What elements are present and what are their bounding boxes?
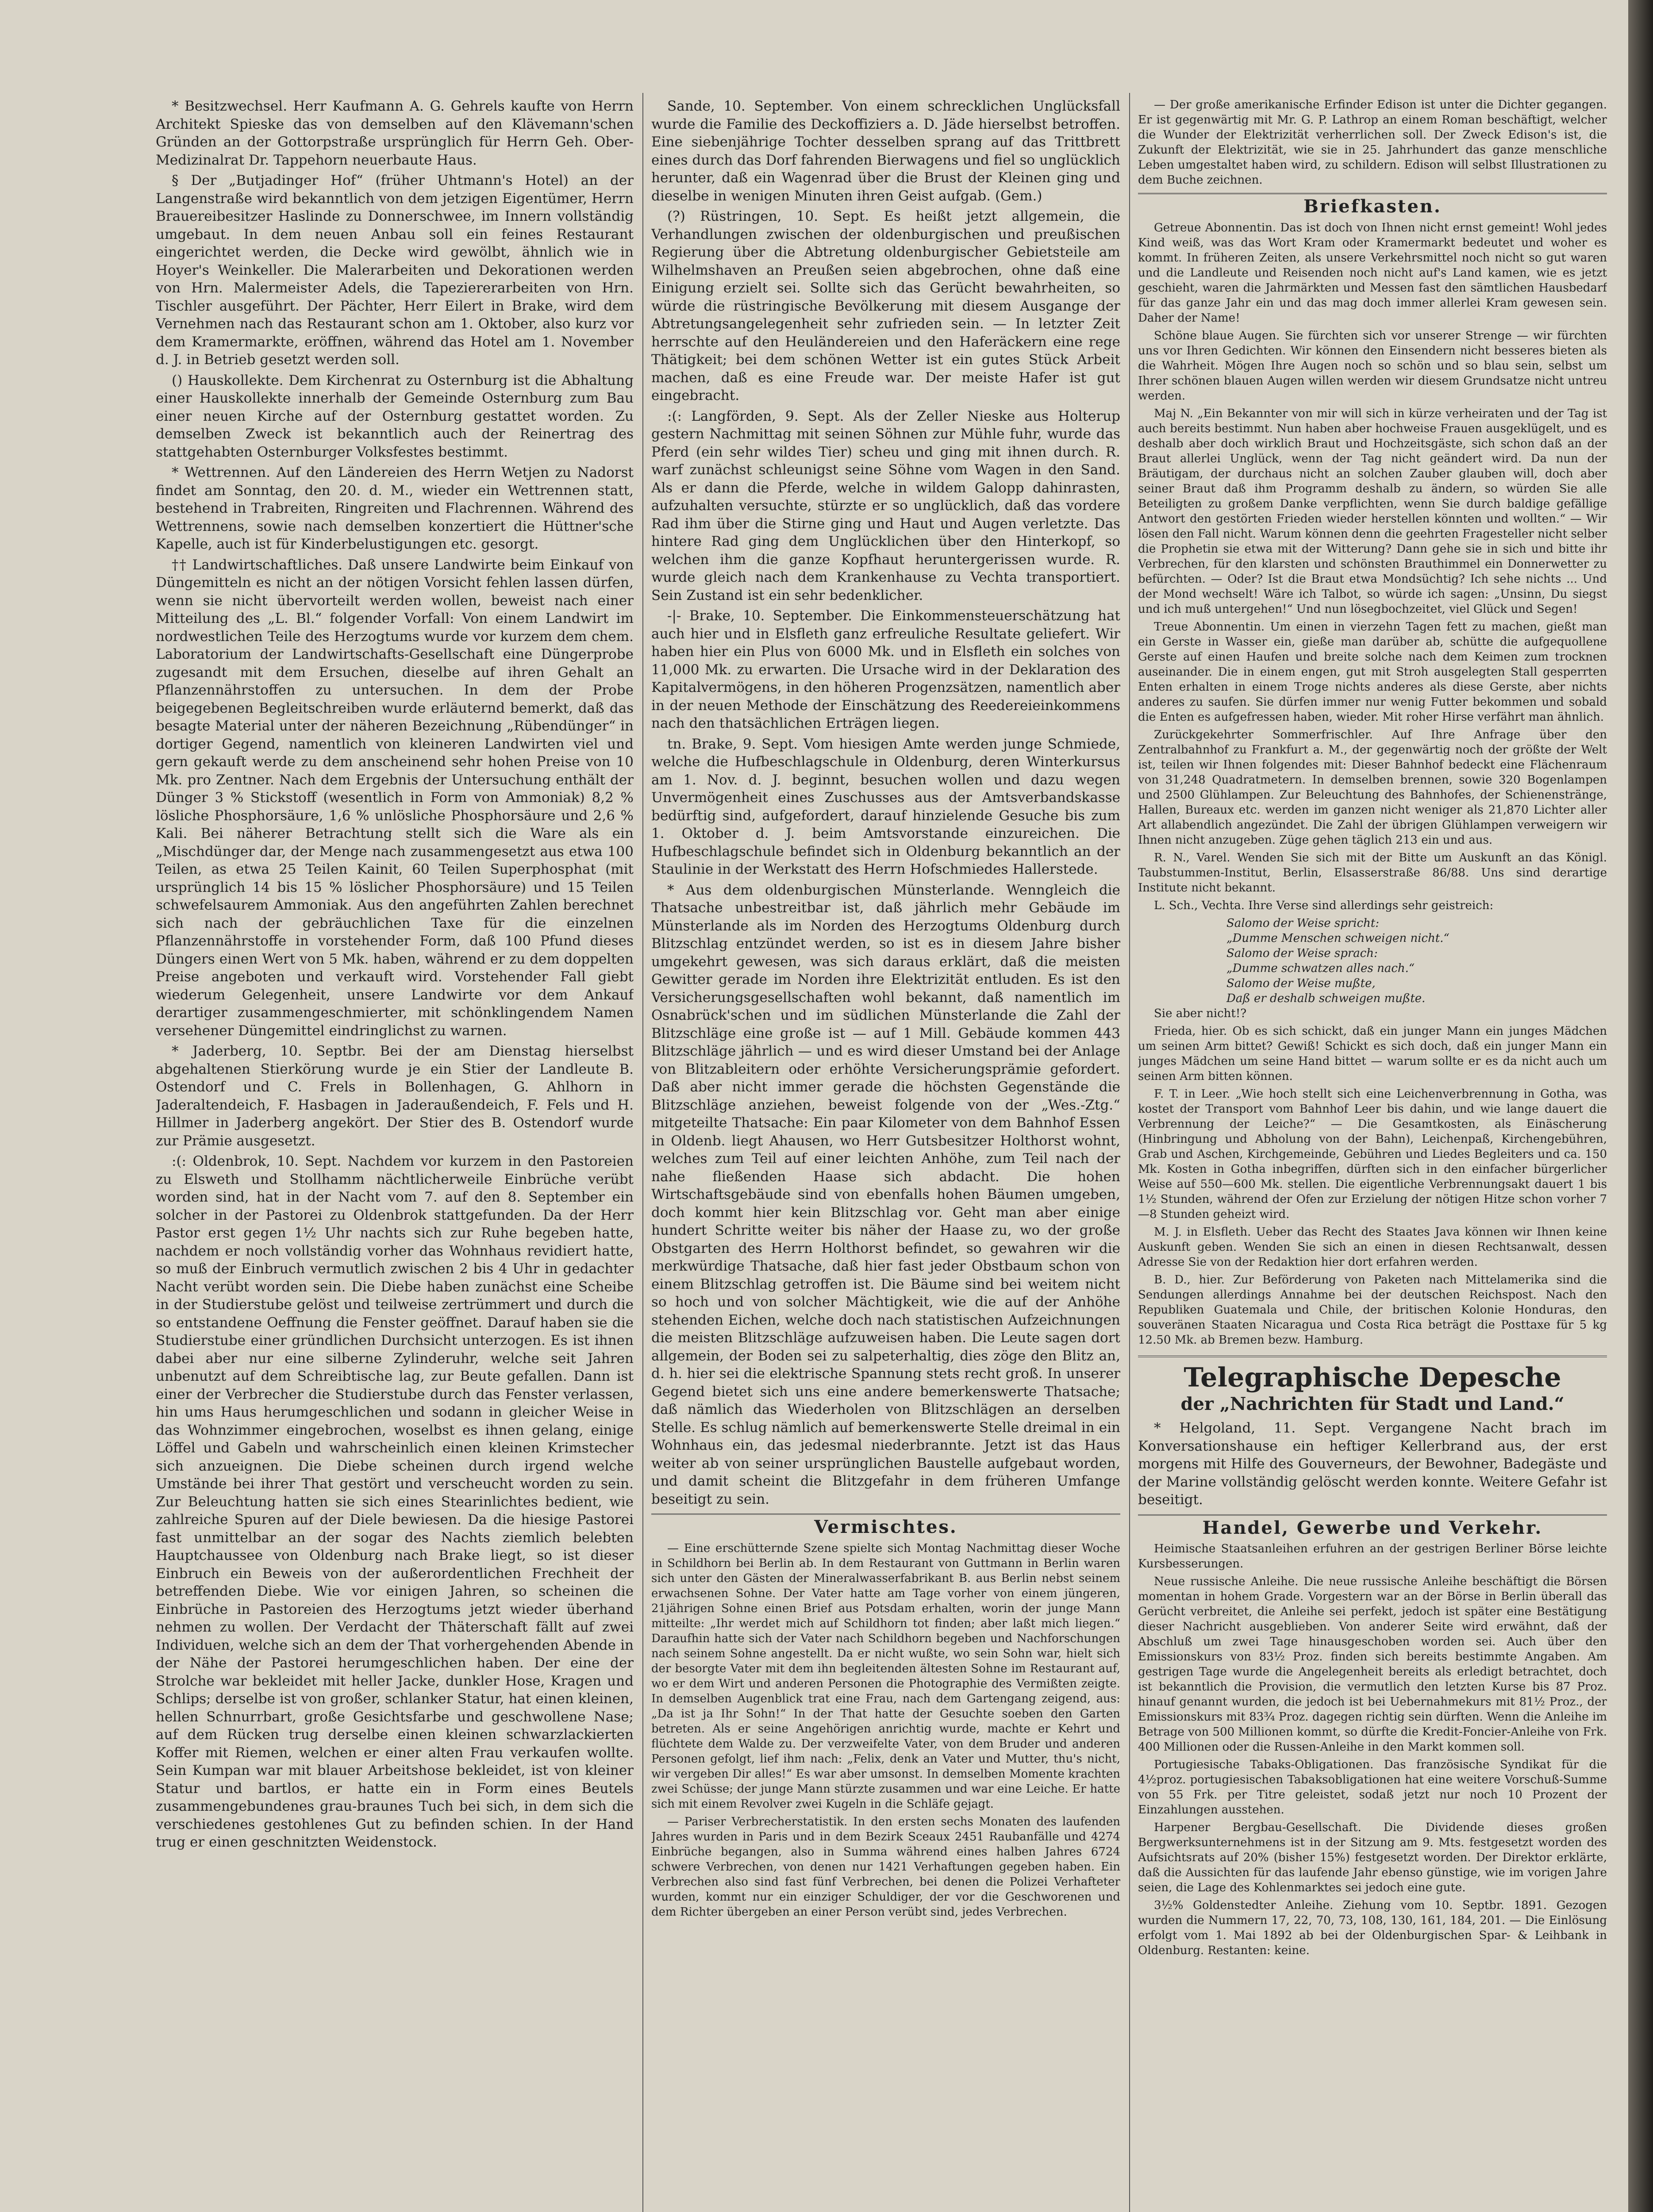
verse-line: „Dumme Menschen schweigen nicht.“ <box>1226 931 1449 945</box>
section-subheading: der „Nachrichten für Stadt und Land.“ <box>1180 1393 1565 1414</box>
section-heading-telegraphische-depesche: Telegraphische Depesche <box>1138 1356 1607 1394</box>
verse-line: Salomo der Weise sprach: <box>1226 946 1378 960</box>
letter-leer: F. T. in Leer. „Wie hoch stellt sich eine Leichenverbrennung in Gotha, was kostet der Transport vom Bahnhof Leer bis dahin, und wie lange dauert die Verbrennung der Leiche?“ — Die Gesamtkosten, als Einäscherung (Hinbringung und Abholung von der Bahn), Leichenpaß, Kirchengebühren, Grab und Aschen, Kirchgemeinde, Gebühren und Liedes Begleiters und ca. 150 Mk. Kosten in Gotha inbegriffen, dürften sich in den einfacher bürgerlicher Weise auf 550—600 Mk. stellen. Die eigentliche Verbrennungsakt dauert 1 bis 1½ Stunden, während der Ofen zur Erzielung der nötigen Hitze schon vorher 7—8 Stunden geheizt wird. <box>1138 1087 1607 1221</box>
article-brake-schmiede: tn. Brake, 9. Sept. Vom hiesigen Amte werden junge Schmiede, welche die Hufbeschlagschule in Oldenburg, deren Winterkursus am 1. Nov. d. J. beginnt, besuchen wollen und dazu wegen Unvermögenheit eines Zuschusses aus der Amtsverbandskasse bedürftig sind, aufgefordert, darauf hinzielende Gesuche bis zum 1. Oktober d. J. beim Amtsvorstande einzureichen. Die Hufbeschlagschule befindet sich in Oldenburg bekanntlich an der Staulinie in der Werkstatt des Herrn Hofschmiedes Hallerstede. <box>651 736 1120 877</box>
article-landwirtschaftliches: †† Landwirtschaftliches. Daß unsere Landwirte beim Einkauf von Düngemitteln es nicht an der nötigen Vorsicht fehlen lassen dürfen, wenn sie nicht übervorteilt werden wollen, beweist nach einer Mitteilung des „L. Bl.“ folgender Vorfall: Von einem Landwirt im nordwestlichen Teile des Herzogtums wurde vor kurzem dem chem. Laboratorium der Landwirtschafts-Gesellschaft eine Düngerprobe zugesandt mit dem Ersuchen, dieselbe auf ihren Gehalt an Pflanzennährstoffen zu untersuchen. In dem der Probe beigegebenen Begleitschreiben wurde erläuternd bemerkt, daß das besagte Material unter der näheren Bezeichnung „Rübendünger“ in dortiger Gegend, namentlich von kleineren Landwirten viel und gern gekauft werde zu dem anscheinend sehr hohen Preise von 10 Mk. pro Zentner. Nach dem Ergebnis der Untersuchung enthält der Dünger 3 % Stickstoff (wesentlich in Form von Ammoniak) 8,2 % lösliche Phosphorsäure, 1,6 % unlösliche Phosphorsäure und 2,6 % Kali. Bei näherer Betrachtung stellt sich die Ware als ein „Mischdünger dar, der Menge nach zusammengesetzt aus etwa 100 Teilen, as etwa 25 Teilen Kainit, 60 Teilen Superphosphat (mit ursprünglich 14 bis 15 % löslicher Phosphorsäure) und 15 Teilen schwefelsaurem Ammoniak. Aus den angeführten Zahlen berechnet sich nach der gebräuchlichen Taxe für die einzelnen Pflanzennährstoffe in vorstehender Form, daß 100 Pfund dieses Düngers einen Wert von 5 Mk. haben, während er zu dem doppelten Preise angeboten und verkauft wird. Vorstehender Fall giebt wiederum Gelegenheit, unsere Landwirte vor dem Ankauf derartiger zusammengeschmierter, mit schönklingendem Namen versehener Düngemittel eindringlichst zu warnen. <box>156 557 634 1039</box>
book-spine-edge <box>1628 0 1653 2212</box>
article-langfoerden: :(: Langförden, 9. Sept. Als der Zeller Nieske aus Holterup gestern Nachmittag mit seinen Söhnen zur Mühle fuhr, wurde das Pferd (ein sehr wildes Tier) scheu und ging mit ihnen durch. R. warf zunächst schleunigst seine Söhne vom Wagen in den Sand. Als er dann die Pferde, welche in wildem Galopp dahinrasten, aufzuhalten versuchte, stürzte er so unglücklich, daß das vordere Rad ihm über die Stirne ging und Haut und Augen verletzte. Das hintere Rad ging dem Unglücklichen über den Hinterkopf, so welchen ihm die ganze Kopfhaut heruntergerissen wurde. R. wurde gleich nach dem Krankenhause zu Vechta transportiert. Sein Zustand ist ein sehr bedenklicher. <box>651 408 1120 603</box>
section-heading-briefkasten: Briefkasten. <box>1138 193 1607 216</box>
verse-line: Salomo der Weise mußte, <box>1226 976 1376 990</box>
letter-getreue-abonnentin: Getreue Abonnentin. Das ist doch von Ihnen nicht ernst gemeint! Wohl jedes Kind weiß, was das Wort Kram oder Kramermarkt bedeutet und woher es kommt. In früheren Zeiten, als unsere Verkehrsmittel noch nicht so gut waren und die Landleute und Reisenden noch nicht auf's Land kamen, wie es jetzt geschieht, waren die Jahrmärkten und Messen fast den sämtlichen Hausbedarf für das ganze Jahr ein und das mag doch immer allerlei Kram gewesen sein. Daher der Name! <box>1138 221 1607 325</box>
article-russische-anleihe: Neue russische Anleihe. Die neue russische Anleihe beschäftigt die Börsen momentan in hohem Grade. Vorgestern war an der Börse in Berlin überall das Gerücht verbreitet, die Anleihe sei perfekt, jedoch ist später eine Bestätigung dieser Nachricht ausgeblieben. Von anderer Seite wird erwähnt, daß der Abschluß um zwei Tage hinausgeschoben worden sei. Auch über den Emissionskurs von 83½ Proz. finden sich bereits bestimmte Angaben. Am gestrigen Tage wurde die Angelegenheit bereits als erledigt betrachtet, doch ist bekanntlich die Provision, die vermutlich den letzten Kurse bis 87 Proz. hinauf genannt wurden, die jedoch ist bei Uebernahmekurs mit 81½ Proz., der Emissionskurs mit 83¾ Proz. dagegen richtig sein dürften. Wenn die Anleihe im Betrage von 500 Millionen kommt, so dürfte die Kredit-Foncier-Anleihe von Frk. 400 Millionen oder die Russen-Anleihe in den Markt kommen soll. <box>1138 1575 1607 1754</box>
column-divider <box>1129 93 1130 2212</box>
section-heading-vermischtes: Vermischtes. <box>651 1513 1120 1536</box>
verse-line: Salomo der Weise spricht: <box>1226 916 1380 930</box>
article-oldenbrok: :(: Oldenbrok, 10. Sept. Nachdem vor kurzem in den Pastoreien zu Elsweth und Stollhamm nächtlicherweile Einbrüche verübt worden sind, hat in der Nacht vom 7. auf den 8. September ein solcher in der Pastorei zu Oldenbrok stattgefunden. Da der Herr Pastor erst gegen 1½ Uhr nachts sich zur Ruhe begeben hatte, nachdem er noch vollständig vorher das Wohnhaus revidiert hatte, so muß der Einbruch vermutlich zwischen 2 bis 4 Uhr in gedachter Nacht verübt worden sein. Die Diebe haben zunächst eine Scheibe in der Studierstube gelöst und teilweise zertrümmert und durch die so entstandene Oeffnung die Fenster geöffnet. Darauf haben sie die Studierstube einer gründlichen Durchsicht unterzogen. Es ist ihnen dabei aber nur eine silberne Zylinderuhr, welche seit Jahren unbenutzt auf dem Schreibtische lag, zur Beute gefallen. Dann ist einer der Verbrecher die Studierstube durch das Fenster verlassen, hin ums Haus herumgeschlichen und sodann in gleicher Weise in das Wohnzimmer eingebrochen, woselbst es ihnen gelang, einige Löffel und Gabeln und wahrscheinlich einen kleinen Krimstecher sich anzueignen. Die Diebe scheinen durch irgend welche Umstände bei ihrer That gestört und verscheucht worden zu sein. Zur Beleuchtung hatten sie sich eines Stearinlichtes bedient, wie zahlreiche Spuren auf der Diele bewiesen. Da die hiesige Pastorei fast unmittelbar an der sogar des Nachts ziemlich belebten Hauptchaussee von Oldenburg nach Brake liegt, so ist dieser Einbruch ein Beweis von der außerordentlichen Frechheit der betreffenden Diebe. Wie vor einigen Jahren, so scheinen die Einbrüche in Pastoreien des Herzogtums jetzt wieder überhand nehmen zu wollen. Der Verdacht der Thäterschaft fällt auf zwei Individuen, welche sich an dem der That vorhergehenden Abende in der Nähe der Pastorei herumgeschlichen haben. Der eine der Strolche war bekleidet mit heller Jacke, dunkler Hose, Kragen und Schlips; derselbe ist von großer, schlanker Statur, hat einen kleinen, hellen Schnurrbart, große Gesichtsfarbe und geschwollene Nase; auf dem Rücken trug derselbe einen kleinen schwarzlackierten Koffer mit Riemen, welchen er einer alten Frau verkaufen wollte. Sein Kumpan war mit blauer Arbeitshose bekleidet, ist von kleiner Statur und bartlos, er hatte ein in Form eines Beutels zusammengebundenes grau-braunes Tuch bei sich, in dem sich die verschiedenes gestohlenes Gut zu befinden schien. In der Hand trug er einen geschnitzten Weidenstock. <box>156 1153 634 1850</box>
letter-blaue-augen: Schöne blaue Augen. Sie fürchten sich vor unserer Strenge — wir fürchten uns vor Ihren Gedichten. Wir können den Einsendern nicht besseres bieten als die Wahrheit. Mögen Ihre Augen noch so schön und so blau sein, selbst um Ihrer schönen blauen Augen willen werden wir diesem Grundsatze nicht untreu werden. <box>1138 329 1607 403</box>
article-hauskollekte: () Hauskollekte. Dem Kirchenrat zu Osternburg ist die Abhaltung einer Hauskollekte innerhalb der Gemeinde Osternburg zum Bau einer neuen Kirche auf der Osternburg gestattet worden. Zu demselben Zweck ist bekanntlich auch der Reinertrag des stattgehabten Osternburger Volksfestes bestimmt. <box>156 372 634 460</box>
article-butjadinger-hof: § Der „Butjadinger Hof“ (früher Uhtmann's Hotel) an der Langenstraße wird bekanntlich von dem jetzigen Eigentümer, Herrn Brauereibesitzer Haslinde zu Donnerschwee, im Innern vollständig umgebaut. In dem neuen Anbau soll ein feines Restaurant eingerichtet werden, die Decke wird gewölbt, ähnlich wie in Hoyer's Weinkeller. Die Malerarbeiten und Dekorationen werden von Hrn. Malermeister Adels, die Tapeziererarbeiten von Hrn. Tischler ausgeführt. Der Pächter, Herr Eilert in Brake, wird dem Vernehmen nach das Restaurant schon am 1. Oktober, also kurz vor dem Kramermarkte, eröffnen, während das Hotel am 1. November d. J. in Betrieb gesetzt werden soll. <box>156 173 634 368</box>
letter-treue-abonnentin: Treue Abonnentin. Um einen in vierzehn Tagen fett zu machen, gießt man ein Gerste in Wasser ein, gieße man darüber ab, schütte die aufgequollene Gerste auf einen Haufen und breite solche nach dem Keimen zum trocknen auseinander. Die in einem engen, gut mit Stroh ausgelegten Stall gesperrten Enten erhalten in einem Troge nichts anderes als diese Gerste, aber nichts anderes zu saufen. Sie dürfen immer nur wenig Futter bekommen und sobald die Enten es aufgefressen haben, wieder. Mit roher Hirse verfährt man ähnlich. <box>1138 620 1607 724</box>
article-jaderberg: * Jaderberg, 10. Septbr. Bei der am Dienstag hierselbst abgehaltenen Stierkörung wurde je ein Stier der Landleute B. Ostendorf und C. Frels in Bollenhagen, G. Ahlhorn in Jaderaltendeich, F. Hasbagen in Jaderaußendeich, F. Fels und H. Hillmer in Jaderberg angekört. Der Stier des B. Ostendorf wurde zur Prämie ausgesetzt. <box>156 1043 634 1149</box>
letter-elsfleth: M. J. in Elsfleth. Ueber das Recht des Staates Java können wir Ihnen keine Auskunft geben. Wenden Sie sich an einen in diesen Rechtsanwalt, dessen Adresse Sie von der Redaktion hier dort erfahren werden. <box>1138 1225 1607 1269</box>
column-right <box>1138 97 1607 2212</box>
article-besitzwechsel: * Besitzwechsel. Herr Kaufmann A. G. Gehrels kaufte von Herrn Architekt Spieske das von demselben auf den Klävemann'schen Gründen an der Gottorpstraße ursprünglich für Herrn Geh. Ober-Medizinalrat Dr. Tappehorn neuerbaute Haus. <box>156 98 634 168</box>
article-brake-steuer: -|- Brake, 10. September. Die Einkommensteuerschätzung hat auch hier und in Elsfleth ganz erfreuliche Resultate geliefert. Wir haben hier ein Plus von 6000 Mk. und in Elsfleth ein solches von 11,000 Mk. zu erwarten. Die Ursache wird in der Deklaration des Kapitalvermögens, in den höheren Progenzsätzen, namentlich aber in der neuen Methode der Einschätzung des Reedereieinkommens nach den thatsächlichen Erträgen liegen. <box>651 608 1120 731</box>
letter-frieda: Frieda, hier. Ob es sich schickt, daß ein junger Mann ein junges Mädchen um seinen Arm bittet? Gewiß! Schickt es sich doch, daß ein junger Mann ein junges Mädchen um seine Hand bittet — warum sollte er es da nicht auch um seinen Arm bitten können. <box>1138 1024 1607 1083</box>
article-staatsanleihen: Heimische Staatsanleihen erfuhren an der gestrigen Berliner Börse leichte Kursbesserungen. <box>1138 1542 1607 1571</box>
article-tabaks-obligationen: Portugiesische Tabaks-Obligationen. Das französische Syndikat für die 4½proz. portugiesischen Tabaksobligationen hat eine weitere Vorschuß-Summe von 55 Frk. per Titre geleistet, sodaß jetzt nur noch 10 Prozent der Einzahlungen ausstehen. <box>1138 1758 1607 1816</box>
article-harpener: Harpener Bergbau-Gesellschaft. Die Dividende dieses großen Bergwerksunternehmens ist in der Sitzung am 9. Mts. festgesetzt worden des Aufsichtsrats auf 20% (bisher 15%) festgesetzt worden. Der Direktor erklärte, daß die Aussichten für das laufende Jahr ebenso günstige, wie im vorigen Jahre seien, die Lage des Kohlenmarktes sei jedoch eine gute. <box>1138 1821 1607 1894</box>
article-schildhorn: — Eine erschütternde Szene spielte sich Montag Nachmittag dieser Woche in Schildhorn bei Berlin ab. In dem Restaurant von Guttmann in Berlin waren sich unter den Gästen der Mineralwasserfabrikant B. aus Berlin nebst seinem erwachsenen Sohne. Der Vater hatte am Tage vorher von einem jüngeren, 21jährigen Sohne einen Brief aus Potsdam erhalten, worin der junge Mann mitteilte: „Ihr werdet mich auf Schildhorn tot finden; aber laßt mich liegen.“ Daraufhin hatte sich der Vater nach Schildhorn begeben und Nachforschungen nach seinem Sohne angestellt. Da er nicht wußte, wo sein Sohn war, hielt sich der besorgte Vater mit dem ihn begleitenden ältesten Sohne im Restaurant auf, wo er dem Wirt und anderen Personen die Photographie des Vermißten zeigte. In demselben Augenblick trat eine Frau, nach dem Gartengang zeigend, aus: „Da ist ja Ihr Sohn!“ In der That hatte der Gesuchte soeben den Garten betreten. Als er seine Angehörigen anrichtig wurde, machte er Kehrt und flüchtete dem Walde zu. Der verzweifelte Vater, von dem Bruder und anderen Personen gefolgt, lief ihm nach: „Felix, denk an Vater und Mutter, thu's nicht, wir vergeben Dir alles!“ Es war aber umsonst. In demselben Momente krachten zwei Schüsse; der junge Mann stürzte zusammen und war eine Leiche. Er hatte sich mit einem Revolver zwei Kugeln in die Schläfe gejagt. <box>651 1541 1120 1811</box>
article-edison: — Der große amerikanische Erfinder Edison ist unter die Dichter gegangen. Er ist gegenwärtig mit Mr. G. P. Lathrop an einem Roman beschäftigt, welcher die Wunder der Elektrizität verherrlichen soll. Der Zweck Edison's ist, die Zukunft der Elektrizität, wie sie in 25. Jahrhundert das ganze menschliche Leben umgestaltet haben wird, zu schildern. Edison will selbst Illustrationen zu dem Buche zeichnen. <box>1138 98 1607 187</box>
column-middle <box>651 97 1120 2212</box>
letter-maj-n: Maj N. „Ein Bekannter von mir will sich in kürze verheiraten und der Tag ist auch bereits bestimmt. Nun haben aber hochweise Frauen ausgeklügelt, und es deshalb aber doch wirklich Braut und Hochzeitsgäste, sich schon daß an der Braut allerlei Unglück, wenn der Tag nicht geändert wird. Da nun der Bräutigam, der durchaus nicht an solchen Zauber glauben will, doch aber seiner Braut daß ihm Programm deshalb zu ändern, so würden Sie alle Beteiligten zu großem Danke verpflichten, wenn Sie durch baldige gefällige Antwort den gestörten Frieden wieder herstellen könnten und wollten.“ — Wir lösen den Fall nicht. Warum können denn die geehrten Fragesteller nicht selber die Prophetin sie etwa mit der Witterung? Dann gehe sie in sich und bitte ihr Verbrechen, für den klarsten und schönsten Brauthimmel ein Donnerwetter zu befürchten. — Oder? Ist die Braut etwa Mondsüchtig? Ich sehe nichts ... Und der Mond wechselt! Wäre ich Talbot, so würde ich sagen: „Unsinn, Du siegst und ich muß untergehen!“ Und nun lösegbochzeitet, viel Glück und Segen! <box>1138 407 1607 616</box>
letter-closing: Sie aber nicht!? <box>1154 1006 1247 1020</box>
section-heading-handel: Handel, Gewerbe und Verkehr. <box>1138 1514 1607 1537</box>
letter-sommerfrischler: Zurückgekehrter Sommerfrischler. Auf Ihre Anfrage über den Zentralbahnhof zu Frankfurt a. M., der gegenwärtig noch der größte der Welt ist, teilen wir Ihnen folgendes mit: Dieser Bahnhof bedeckt eine Flächenraum von 31,248 Quadratmetern. In demselben brennen, sowie 320 Bogenlampen und 2500 Glühlampen. Zur Beleuchtung des Bahnhofes, der Schienenstränge, Hallen, Bureaux etc. werden im ganzen nicht weniger als 21,870 Lichter aller Art allabendlich angezündet. Die Zahl der übrigen Glühlampen verweigern wir Ihnen nicht anzugeben. Züge gehen täglich 213 ein und aus. <box>1138 728 1607 847</box>
article-wettrennen: * Wettrennen. Auf den Ländereien des Herrn Wetjen zu Nadorst findet am Sonntag, den 20. d. M., wieder ein Wettrennen statt, bestehend in Trabreiten, Ringreiten und Flachrennen. Während des Wettrennens, sowie nach demselben konzertiert die Hüttner'sche Kapelle, auch ist für Kinderbelustigungen etc. gesorgt. <box>156 465 634 552</box>
article-pariser-statistik: — Pariser Verbrecherstatistik. In den ersten sechs Monaten des laufenden Jahres wurden in Paris und in dem Bezirk Sceaux 2451 Raubanfälle und 4274 Einbrüche begangen, also in Summa während eines halben Jahres 6724 schwere Verbrechen, von denen nur 1421 Verhaftungen gegeben haben. Ein Verbrechen also sind fast fünf Verbrechen, bei denen die Polizei Verhafteter wurden, kommt nur ein einziger Schuldiger, der vor die Geschworenen und dem Richter übergeben an einer Person verübt sind, jedes Verbrechen. <box>651 1815 1120 1919</box>
article-goldenstedter: 3½% Goldenstedter Anleihe. Ziehung vom 10. Septbr. 1891. Gezogen wurden die Nummern 17, 22, 70, 73, 108, 130, 161, 184, 201. — Die Einlösung erfolgt vom 1. Mai 1892 ab bei der Oldenburgischen Spar- & Leihbank in Oldenburg. Restanten: keine. <box>1138 1899 1607 1957</box>
letter-varel: R. N., Varel. Wenden Sie sich mit der Bitte um Auskunft an das Königl. Taubstummen-Institut, Berlin, Elsasserstraße 86/88. Uns sind derartige Institute nicht bekannt. <box>1138 851 1607 895</box>
article-sande: Sande, 10. September. Von einem schrecklichen Unglücksfall wurde die Familie des Deckoffiziers a. D. Jäde hierselbst betroffen. Eine siebenjährige Tochter desselben sprang auf das Trittbrett eines durch das Dorf fahrenden Bierwagens und fiel so unglücklich herunter, daß ein Wagenrad über die Brust der Kleinen ging und dieselbe in wenigen Minuten ihren Geist aufgab. (Gem.) <box>651 98 1120 204</box>
letter-bd: B. D., hier. Zur Beförderung von Paketen nach Mittelamerika sind die Sendungen allerdings Annahme bei der deutschen Reichspost. Nach den Republiken Guatemala und Chile, der britischen Kolonie Honduras, den souveränen Staaten Nicaragua und Costa Rica beträgt die Posttaxe für 5 kg 12.50 Mk. ab Bremen bezw. Hamburg. <box>1138 1273 1607 1347</box>
verse-line: Daß er deshalb schweigen mußte. <box>1226 991 1426 1005</box>
verse-line: „Dumme schwatzen alles nach.“ <box>1226 961 1415 975</box>
article-muensterlande: * Aus dem oldenburgischen Münsterlande. Wenngleich die Thatsache unbestreitbar ist, daß jährlich mehr Gebäude im Münsterlande als im Norden des Herzogtums Oldenburg durch Blitzschlag entzündet werden, so ist es in diesem Jahre bisher umgekehrt gewesen, was sich daraus erklärt, daß die meisten Gewitter gerade im Norden ihre Elektrizität entluden. Es ist den Versicherungsgesellschaften wohl bekannt, daß namentlich im Osnabrück'schen und im südlichen Münsterlande die Zahl der Blitzschläge eine große ist — auf 1 Mill. Gebäude kommen 443 Blitzschläge jährlich — und es wird dieser Umstand bei der Anlage von Blitzableitern oder erhöhte Versicherungsprämie gefordert. Daß aber nicht immer gerade die höchsten Gegenstände die Blitzschläge anziehen, beweist folgende von der „Wes.-Ztg.“ mitgeteilte Thatsache: Ein paar Kilometer von dem Bahnhof Essen in Oldenb. liegt Ahausen, wo Herr Gutsbesitzer Holthorst wohnt, welches zum Teil auf einer leichten Anhöhe, zum Teil nach der nahe fließenden Haase sich abdacht. Die hohen Wirtschaftsgebäude sind von ebenfalls hohen Bäumen umgeben, doch kommt hier kein Blitzschlag vor. Geht man aber einige hundert Schritte weiter bis näher der Haase zu, wo der große Obstgarten des Herrn Holthorst befindet, so gewahren wir die merkwürdige Thatsache, daß hier fast jeder Obstbaum schon von einem Blitzschlag getroffen ist. Die Bäume sind bei weitem nicht so hoch und von solcher Mächtigkeit, wie die auf der Anhöhe stehenden Eichen, welche doch nach statistischen Aufzeichnungen die meisten Blitzschläge aufzuweisen haben. Die Leute sagen dort allgemein, der Boden sei zu salpeterhaltig, dies zöge den Blitz an, d. h. hier sei die elektrische Spannung stets recht groß. In unserer Gegend bietet sich uns eine andere bemerkenswerte Thatsache; daß nämlich das Wiederholen von Blitzschlägen an derselben Stelle. Es schlug nämlich auf bemerkenswerte Stelle dreimal in ein Wohnhaus ein, das jedesmal niederbrannte. Jetzt ist das Haus weiter ab von seiner ursprünglichen Baustelle aufgebaut worden, und damit scheint die Blitzgefahr in dem früheren Umfange beseitigt zu sein. <box>651 882 1120 1507</box>
article-ruestringen: (?) Rüstringen, 10. Sept. Es heißt jetzt allgemein, die Verhandlungen zwischen der oldenburgischen und preußischen Regierung über die Abtretung oldenburgischer Gebietsteile am Wilhelmshaven an Preußen seien abgebrochen, ohne daß eine Einigung erzielt sei. Sollte sich das Gerücht bewahrheiten, so würde die rüstringische Bevölkerung mit diesem Ausgange der Abtretungsangelegenheit sehr zufrieden sein. — In letzter Zeit herrschte auf den Heuländereien und den Haferäckern eine rege Thätigkeit; bei dem schönen Wetter ist ein gutes Stück Arbeit machen, daß es eine Freude war. Der meiste Hafer ist gut eingebracht. <box>651 208 1120 403</box>
column-divider <box>642 93 643 2212</box>
column-left <box>156 97 634 2212</box>
letter-vechta: L. Sch., Vechta. Ihre Verse sind allerdings sehr geistreich: <box>1154 899 1494 912</box>
article-helgoland: * Helgoland, 11. Sept. Vergangene Nacht brach im Konversationshause ein heftiger Kellerbrand aus, der erst morgens mit Hilfe des Gouverneurs, der Bewohner, Badegäste und der Marine vollständig gelöscht werden konnte. Weitere Gefahr ist beseitigt. <box>1138 1420 1607 1508</box>
